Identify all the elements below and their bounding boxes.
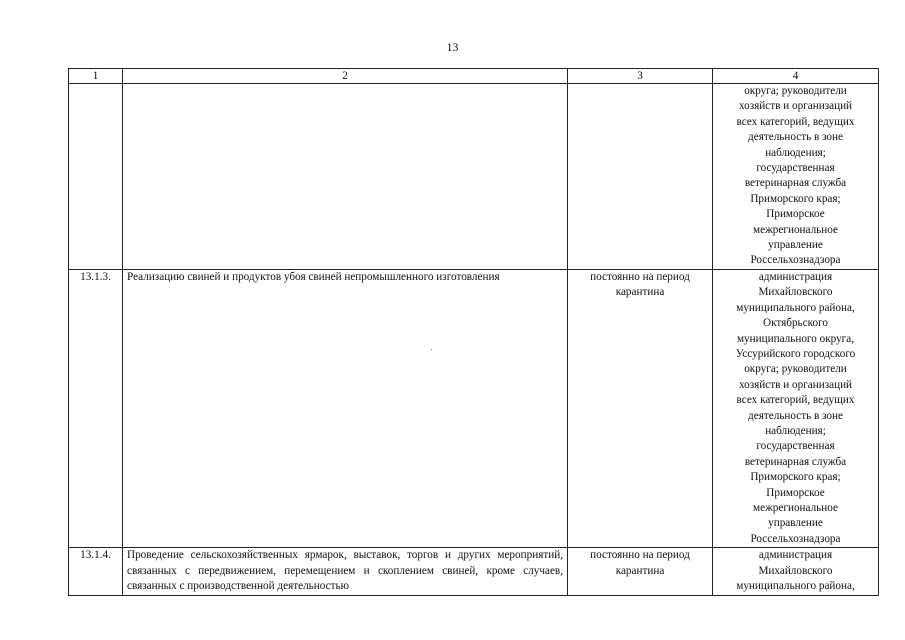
cell-line: государственная — [756, 162, 835, 175]
cell-line: хозяйств и организаций — [738, 378, 853, 391]
cell-line: Приморского края; — [750, 471, 841, 484]
cell-line: карантина — [615, 564, 665, 577]
cell-line: наблюдения; — [765, 424, 826, 437]
cell-line: межрегиональное — [753, 501, 838, 514]
table-row — [69, 269, 879, 547]
measure-period — [568, 548, 713, 596]
cell-line: муниципального района, — [736, 301, 855, 314]
measure-description — [123, 84, 568, 270]
cell-line: Михайловского — [758, 286, 833, 299]
row-number: 13.1.4. — [69, 548, 123, 596]
cell-line: муниципального округа, — [736, 332, 855, 345]
column-header-1: 1 — [69, 69, 123, 84]
measures-table — [68, 68, 879, 596]
cell-line: муниципального района, — [736, 580, 855, 592]
cell-line: Михайловского — [758, 564, 833, 577]
cell-line: всех категорий, ведущих — [736, 394, 855, 407]
cell-line: деятельность в зоне — [748, 131, 843, 144]
row-number: 13.1.3. — [69, 269, 123, 547]
cell-line: всех категорий, ведущих — [736, 115, 855, 128]
column-header-3: 3 — [568, 69, 713, 84]
cell-line: Уссурийского городского — [735, 347, 856, 360]
cell-line: ветеринарная служба — [744, 177, 847, 190]
cell-line: Приморское — [766, 486, 825, 499]
cell-line: ветеринарная служба — [744, 455, 847, 468]
cell-line: наблюдения; — [765, 146, 826, 159]
cell-line: Приморского края; — [750, 192, 841, 205]
cell-line: Приморское — [766, 208, 825, 221]
cell-line: администрация — [758, 549, 833, 562]
cell-line: Россельхознадзора — [750, 532, 841, 545]
cell-line: деятельность в зоне — [748, 409, 843, 422]
cell-line: хозяйств и организаций — [738, 100, 853, 113]
scan-speck — [431, 349, 432, 350]
column-header-4: 4 — [713, 69, 879, 84]
table-header-row — [69, 69, 879, 84]
page-number: 13 — [446, 40, 459, 54]
cell-line: Россельхознадзора — [750, 254, 841, 267]
responsible-parties — [713, 84, 879, 270]
cell-line: постоянно на период — [590, 549, 690, 562]
cell-line: округа; руководители — [744, 85, 847, 97]
responsible-parties — [713, 269, 879, 547]
cell-line: межрегиональное — [753, 223, 838, 236]
table-row — [69, 84, 879, 270]
responsible-parties — [713, 548, 879, 596]
measure-period — [568, 84, 713, 270]
row-number — [69, 84, 123, 270]
cell-line: администрация — [758, 270, 833, 283]
cell-line: карантина — [615, 286, 665, 299]
measure-period — [568, 269, 713, 547]
cell-line: округа; руководители — [744, 363, 847, 376]
table-row — [69, 548, 879, 596]
cell-line: управление — [768, 239, 823, 252]
cell-line: постоянно на период — [590, 270, 690, 283]
cell-line: Октябрьского — [763, 317, 828, 330]
measure-description: Проведение сельскохозяйственных ярмарок, выставок, торгов и других мероприятий, связанных с передвижением, перемещением и скоплением свиней, кроме случаев, связанных с производственной деятельностью — [123, 548, 568, 596]
column-header-2: 2 — [123, 69, 568, 84]
measure-description: Реализацию свиней и продуктов убоя свиней непромышленного изготовления — [123, 269, 568, 547]
cell-line: управление — [768, 517, 823, 530]
cell-line: государственная — [756, 440, 835, 453]
